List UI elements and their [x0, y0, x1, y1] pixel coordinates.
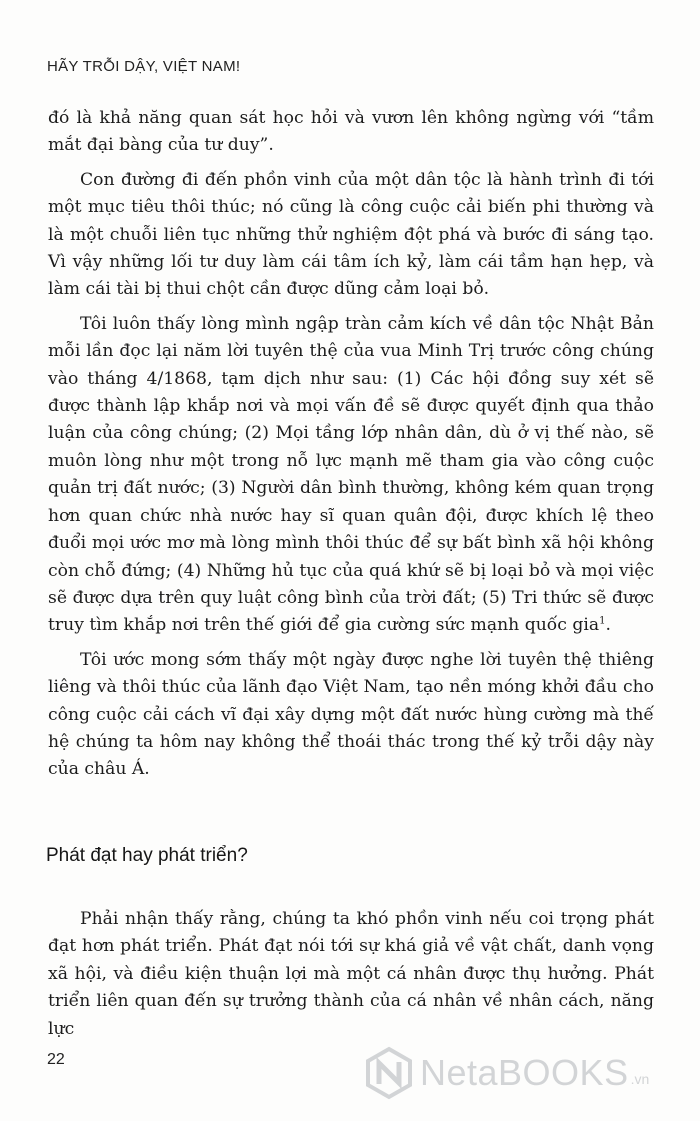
paragraph-meiji-oath: Tôi luôn thấy lòng mình ngập tràn cảm kích về dân tộc Nhật Bản mỗi lần đọc lại năm lời tuyên thệ của vua Minh Trị trước công chúng vào tháng 4/1868, tạm dịch như sau: (1) Các hội đồng suy xét sẽ được thành lập khắp nơi và mọi vấn đề sẽ được quyết định qua thảo luận của công chúng; (2) Mọi tầng lớp nhân dân, dù ở vị thế nào, sẽ muôn lòng như một trong nỗ lực mạnh mẽ tham gia vào công cuộc quản trị đất nước; (3) Người dân bình thường, không kém quan trọng hơn quan chức nhà nước hay sĩ quan quân đội, được khích lệ theo đuổi mọi ước mơ mà lòng mình thôi thúc để sự bất bình xã hội không còn chỗ đứng; (4) Những hủ tục của quá khứ sẽ bị loại bỏ và mọi việc sẽ được dựa trên quy luật công bình của trời đất; (5) Tri thức sẽ được truy tìm khắp nơi trên thế giới để gia cường sức mạnh quốc gia$^1$. [48, 313, 654, 636]
page-number: 22 [47, 1051, 65, 1068]
footnote-marker[interactable]: 1 [599, 615, 606, 627]
paragraph: Tôi ước mong sớm thấy một ngày được nghe lời tuyên thệ thiêng liêng và thôi thúc của lãnh đạo Việt Nam, tạo nền móng khởi đầu cho công cuộc cải cách vĩ đại xây dựng một đất nước hùng cường mà thế hệ chúng ta hôm nay không thể thoái thác trong thế kỷ trỗi dậy này của châu Á. [48, 649, 654, 780]
watermark-suffix: .vn [630, 1071, 650, 1087]
paragraph: Phải nhận thấy rằng, chúng ta khó phồn vinh nếu coi trọng phát đạt hơn phát triển. Phát đạt nói tới sự khá giả về vật chất, danh vọng xã hội, và điều kiện thuận lợi mà một cá nhân được thụ hưởng. Phát triển liên quan đến sự trưởng thành của cá nhân về nhân cách, năng lực [48, 909, 654, 1039]
paragraph-text: Tôi luôn thấy lòng mình ngập tràn cảm kích về dân tộc Nhật Bản mỗi lần đọc lại năm lời tuyên thệ của vua Minh Trị trước công chúng vào tháng 4/1868, tạm dịch như sau: (1) Các hội đồng suy xét sẽ được thành lập khắp nơi và mọi vấn đề sẽ được quyết định qua thảo luận của công chúng; (2) Mọi tầng lớp nhân dân, dù ở vị thế nào, sẽ muôn lòng như một trong nỗ lực mạnh mẽ tham gia vào công cuộc quản trị đất nước; (3) Người dân bình thường, không kém quan trọng hơn quan chức nhà nước hay sĩ quan quân đội, được khích lệ theo đuổi mọi ước mơ mà lòng mình thôi thúc để sự bất bình xã hội không còn chỗ đứng; (4) Những hủ tục của quá khứ sẽ bị loại bỏ và mọi việc sẽ được dựa trên quy luật công bình của trời đất; (5) Tri thức sẽ được truy tìm khắp nơi trên thế giới để gia cường sức mạnh quốc gia [48, 313, 654, 636]
running-head: HÃY TRỖI DẬY, VIỆT NAM! [47, 58, 241, 75]
paragraph: Con đường đi đến phồn vinh của một dân tộc là hành trình đi tới một mục tiêu thôi thúc; nó cũng là công cuộc cải biến phi thường và là một chuỗi liên tục những thử nghiệm đột phá và bước đi sáng tạo. Vì vậy những lối tư duy làm cái tâm ích kỷ, làm cái tầm hạn hẹp, và làm cái tài bị thui chột cần được dũng cảm loại bỏ. [48, 169, 654, 300]
hexagon-n-logo-icon [364, 1046, 414, 1100]
paragraph-continued: đó là khả năng quan sát học hỏi và vươn lên không ngừng với “tầm mắt đại bàng của tư duy”. [48, 108, 654, 156]
body-text-block [48, 105, 654, 784]
show-through-text [340, 60, 344, 76]
watermark [364, 1046, 649, 1100]
section-text-block [48, 906, 654, 1043]
section-heading: Phát đạt hay phát triển? [46, 845, 248, 866]
watermark-brand: NetaBOOKS [420, 1052, 629, 1093]
